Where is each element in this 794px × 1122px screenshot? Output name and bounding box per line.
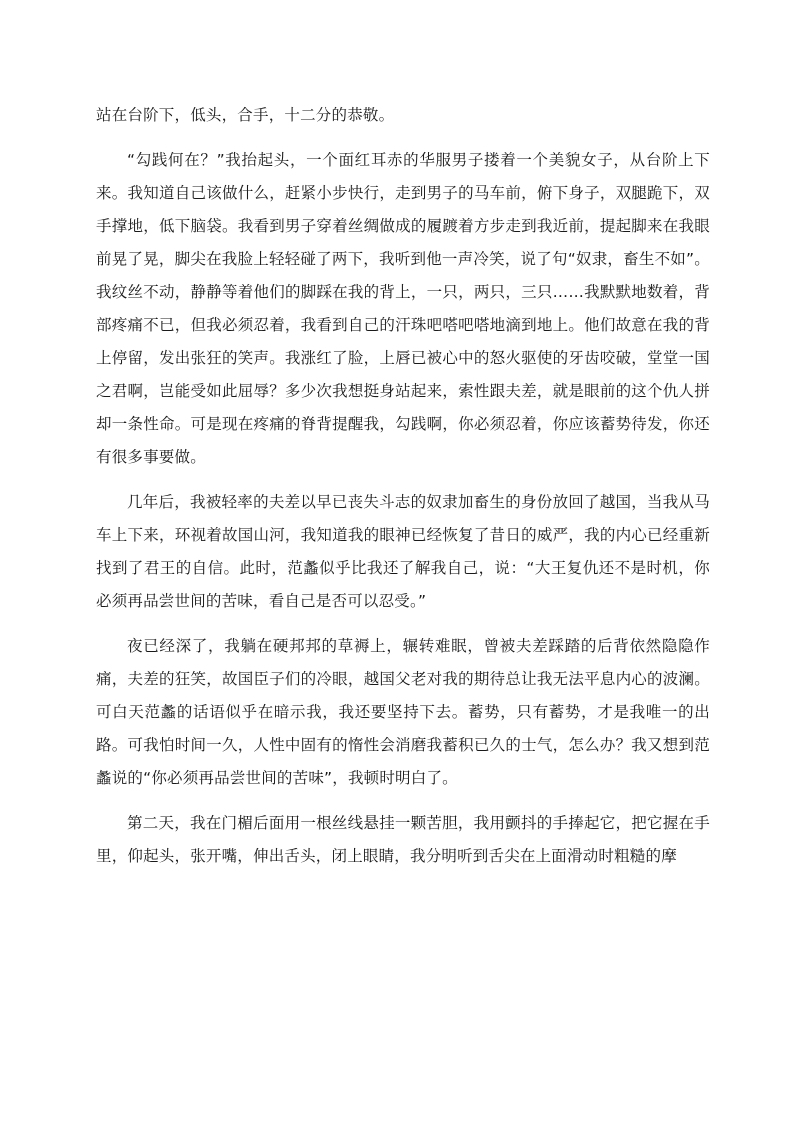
paragraph-1: 站在台阶下，低头，合手，十二分的恭敬。 <box>96 106 395 124</box>
paragraph-5: 第二天，我在门楣后面用一根丝线悬挂一颗苦胆，我用颤抖的手捧起它，把它握在手里，仰起头，张开嘴，伸出舌头，闭上眼睛，我分明听到舌尖在上面滑动时粗糙的摩 <box>96 814 710 865</box>
paragraph-2: “勾践何在？”我抬起头，一个面红耳赤的华服男子搂着一个美貌女子，从台阶上下来。我知道自己该做什么，赶紧小步快行，走到男子的马车前，俯下身子，双腿跪下，双手撑地，低下脑袋。我看到男子穿着丝绸做成的履踱着方步走到我近前，提起脚来在我眼前晃了晃，脚尖在我脸上轻轻碰了两下，我听到他一声冷笑，说了句“奴隶，畜生不如”。我纹丝不动，静静等着他们的脚踩在我的背上，一只，两只，三只……我默默地数着，背部疼痛不已，但我必须忍着，我看到自己的汗珠吧嗒吧嗒地滴到地上。他们故意在我的背上停留，发出张狂的笑声。我涨红了脸，上唇已被心中的怒火驱使的牙齿咬破，堂堂一国之君啊，岂能受如此屈辱？多少次我想挺身站起来，索性跟夫差，就是眼前的这个仇人拼却一条性命。可是现在疼痛的脊背提醒我，勾践啊，你必须忍着，你应该蓄势待发，你还有很多事要做。 <box>96 151 710 466</box>
paragraph-3: 几年后，我被轻率的夫差以早已丧失斗志的奴隶加畜生的身份放回了越国，当我从马车上下来，环视着故国山河，我知道我的眼神已经恢复了昔日的威严，我的内心已经重新找到了君王的自信。此时，范蠡似乎比我还了解我自己，说：“大王复仇还不是时机，你必须再品尝世间的苦味，看自己是否可以忍受。” <box>96 493 710 610</box>
document-page <box>96 99 710 885</box>
paragraph-4: 夜已经深了，我躺在硬邦邦的草褥上，辗转难眠，曾被夫差踩踏的后背依然隐隐作痛，夫差的狂笑，故国臣子们的冷眼，越国父老对我的期待总让我无法平息内心的波澜。可白天范蠡的话语似乎在暗示我，我还要坚持下去。蓄势，只有蓄势，才是我唯一的出路。可我怕时间一久，人性中固有的惰性会消磨我蓄积已久的士气，怎么办？我又想到范蠡说的“你必须再品尝世间的苦味”，我顿时明白了。 <box>96 637 710 787</box>
